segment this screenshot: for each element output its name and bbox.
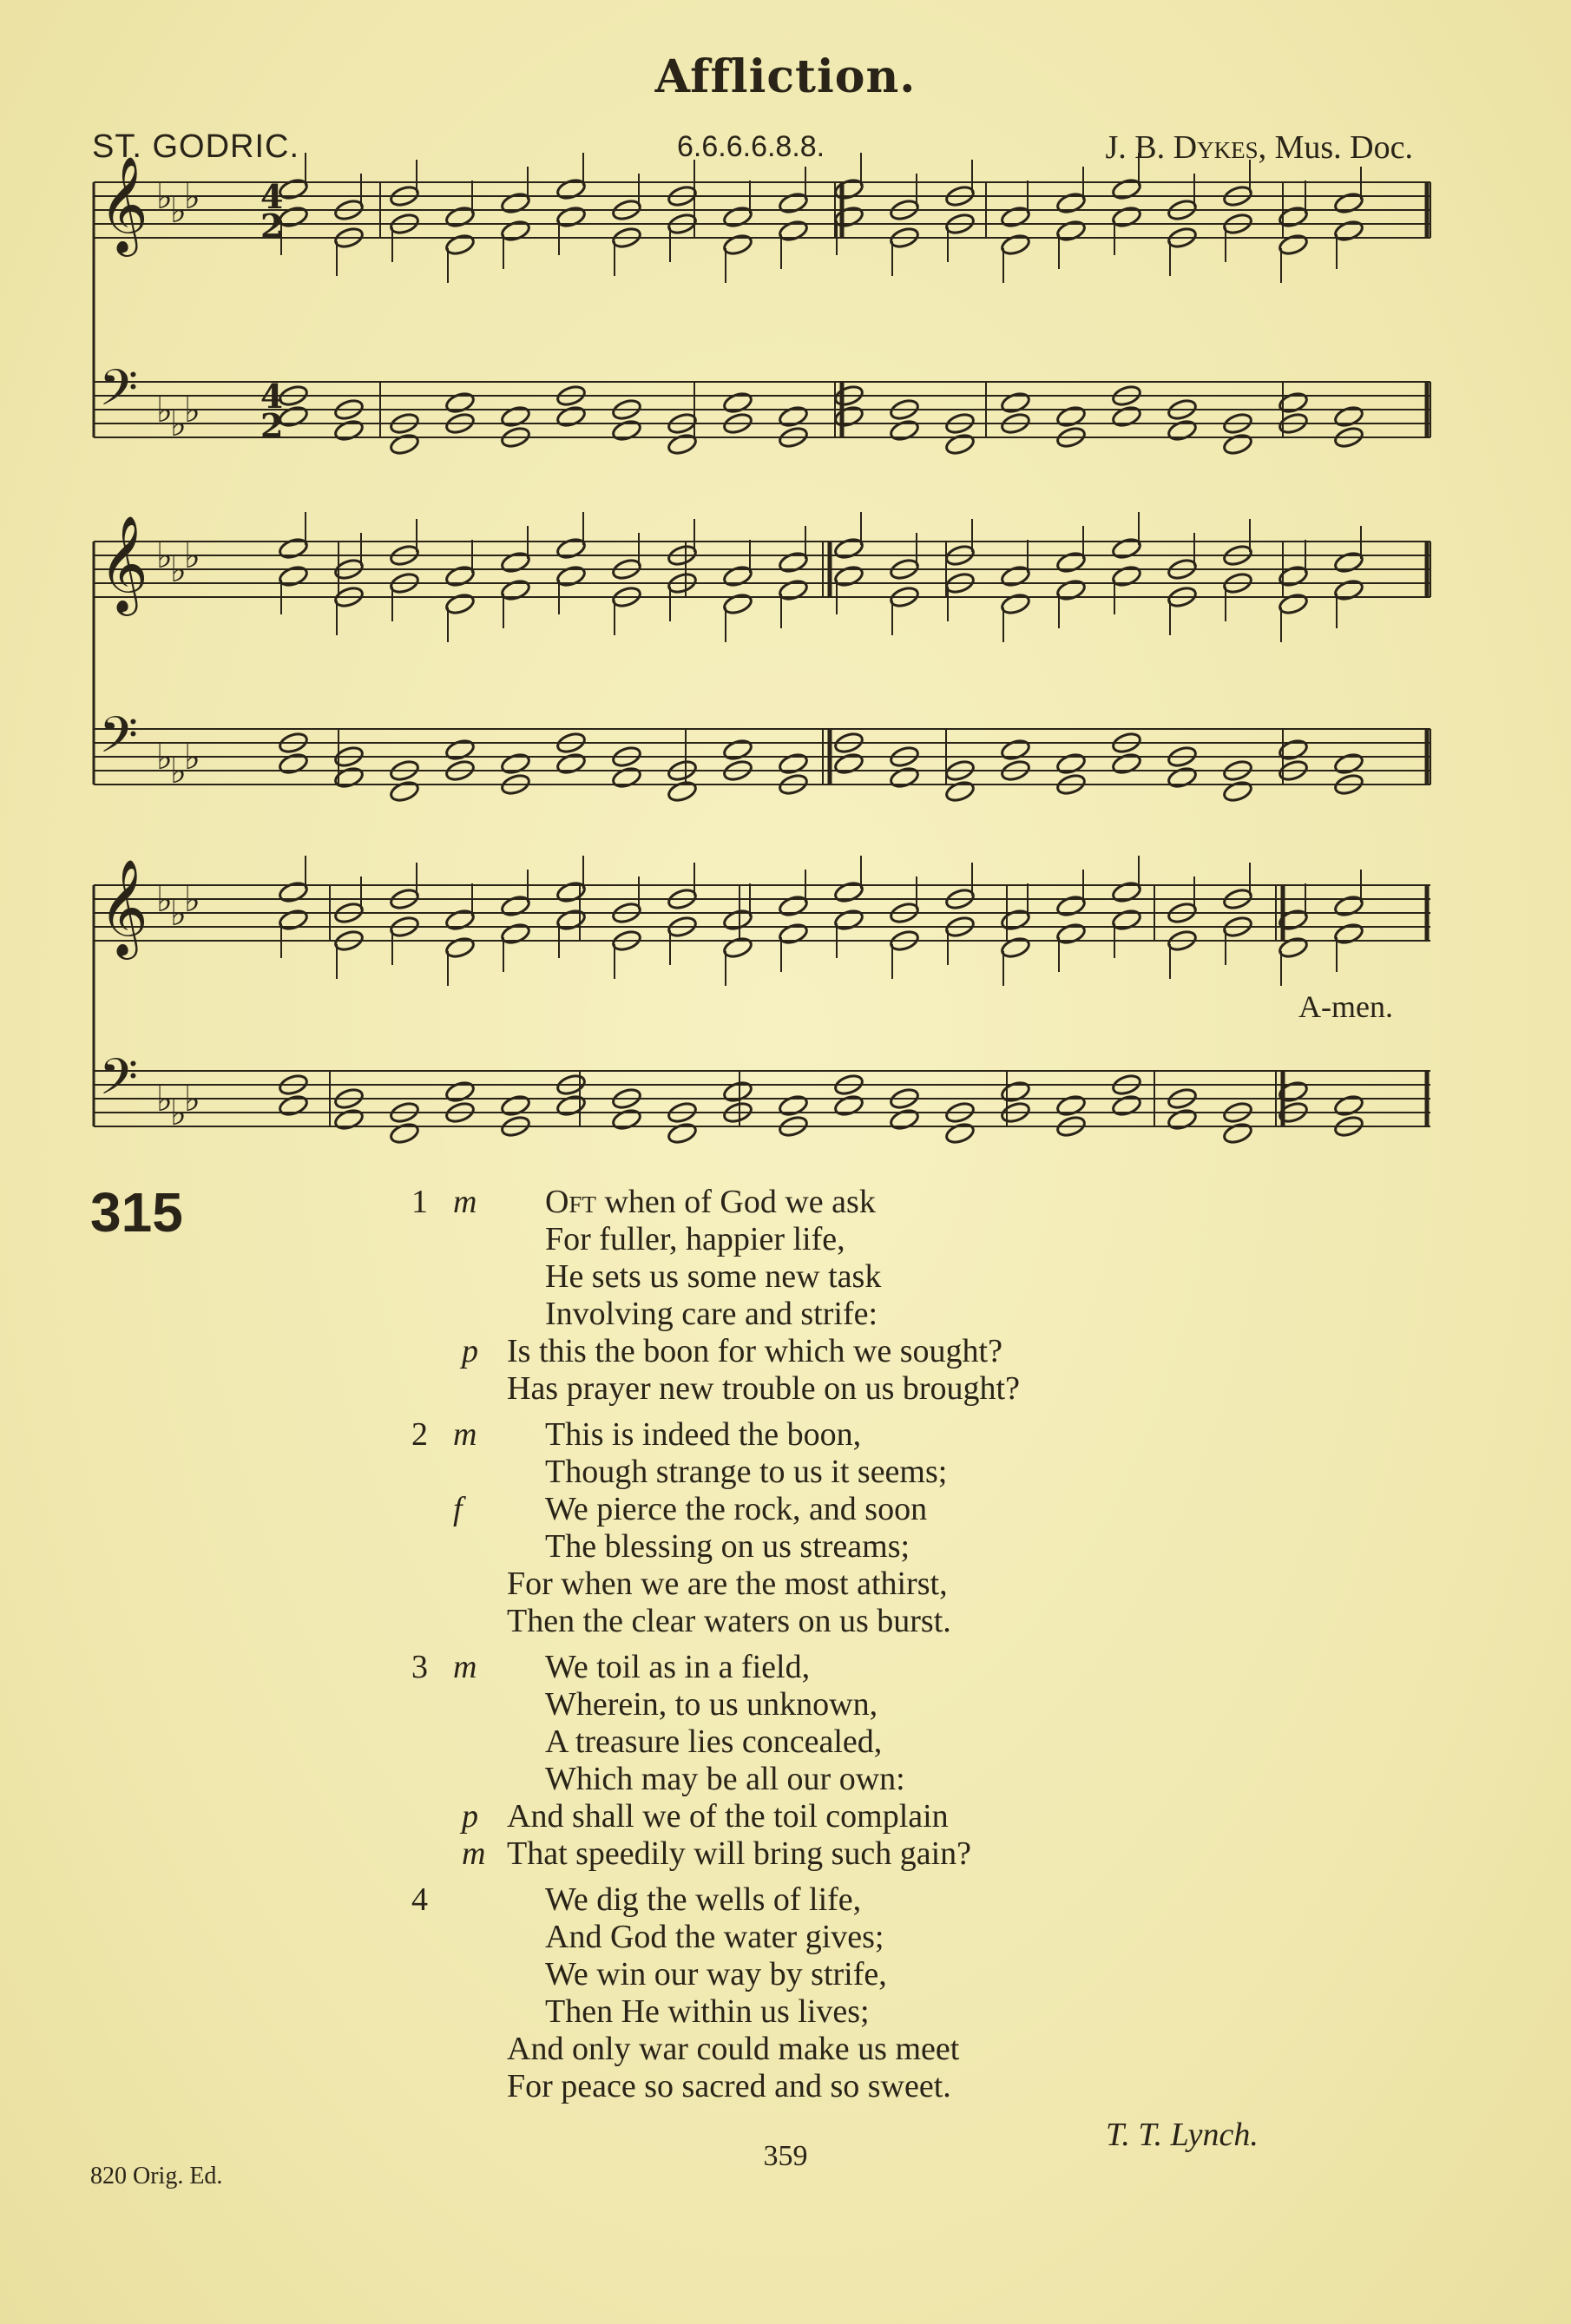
line-text: Has prayer new trouble on us brought? <box>507 1370 1020 1407</box>
note-head <box>555 536 587 561</box>
first-word: Oft <box>545 1184 596 1220</box>
note-head <box>1333 404 1364 429</box>
verse-line <box>0 1603 1571 1640</box>
stanza <box>0 1881 1571 2105</box>
treble-clef-icon: 𝄞 <box>99 155 148 253</box>
verse-line <box>0 1416 1571 1454</box>
stanza-gap <box>0 1640 1571 1649</box>
verse-text <box>507 1566 948 1603</box>
verse-text <box>507 1835 971 1873</box>
verse-text <box>545 1723 882 1761</box>
note-head <box>555 205 587 229</box>
note-head <box>389 1121 420 1146</box>
note-head <box>611 418 642 443</box>
note-head <box>778 219 809 243</box>
verse-line <box>0 1491 1571 1528</box>
verse-line <box>0 1956 1571 1993</box>
note-head <box>555 752 587 776</box>
flat-icon: ♭ <box>170 550 187 590</box>
dynamic-marking: m <box>462 1835 486 1872</box>
note-head <box>611 1107 642 1132</box>
note-head <box>944 432 976 456</box>
note-head <box>833 1093 864 1118</box>
time-signature: 2 <box>260 406 284 445</box>
flat-icon: ♭ <box>184 738 200 778</box>
stanza <box>0 1184 1571 1408</box>
note-head <box>778 191 809 215</box>
verse-text <box>507 2068 951 2105</box>
dynamic-marking: p <box>462 1798 478 1835</box>
note-head <box>722 936 753 960</box>
line-text: Though strange to us it seems; <box>545 1454 948 1490</box>
note-head <box>889 418 920 443</box>
treble-clef-icon: 𝄞 <box>99 515 148 612</box>
line-text: For fuller, happier life, <box>545 1221 845 1257</box>
time-signature: 4 <box>260 377 284 416</box>
edition-note: 820 Orig. Ed. <box>90 2163 223 2189</box>
note-head <box>444 1080 476 1104</box>
verse-line <box>0 1835 1571 1873</box>
note-head <box>555 1093 587 1118</box>
note-head <box>333 418 365 443</box>
note-head <box>722 592 753 616</box>
note-head <box>278 752 309 776</box>
note-head <box>1055 191 1087 215</box>
note-head <box>1111 752 1142 776</box>
note-head <box>833 536 864 561</box>
time-signature: 2 <box>260 207 284 246</box>
composer-surname: Dykes <box>1173 129 1259 166</box>
line-text: Then the clear waters on us burst. <box>507 1603 951 1639</box>
verse-text <box>545 1454 947 1491</box>
dynamic-marking: p <box>462 1333 478 1369</box>
line-text: This is indeed the boon, <box>545 1416 862 1453</box>
note-head <box>444 391 476 415</box>
flat-icon: ♭ <box>156 536 173 576</box>
note-head <box>667 432 698 456</box>
note-head <box>889 1107 920 1132</box>
note-head <box>389 779 420 804</box>
note-head <box>1055 404 1087 429</box>
note-head <box>555 564 587 588</box>
note-head <box>778 752 809 776</box>
verse-line <box>0 1723 1571 1761</box>
verse-text <box>545 1258 881 1296</box>
note-head <box>1000 233 1031 257</box>
line-text: That speedily will bring such gain? <box>507 1835 972 1872</box>
dynamic-marking: f <box>453 1491 463 1527</box>
note-head <box>500 894 531 918</box>
note-head <box>722 564 753 588</box>
author: T. T. Lynch. <box>1106 2117 1259 2153</box>
note-head <box>444 205 476 229</box>
flat-icon: ♭ <box>170 404 187 444</box>
note-head <box>333 1107 365 1132</box>
dynamic-marking: m <box>453 1184 477 1220</box>
verse-text <box>507 1370 1020 1408</box>
note-head <box>833 404 864 429</box>
verse-text <box>507 2031 959 2068</box>
line-text: We win our way by strife, <box>545 1956 887 1992</box>
verse-text <box>545 1528 910 1566</box>
treble-clef-icon: 𝄞 <box>99 858 148 955</box>
note-head <box>500 219 531 243</box>
note-head <box>444 936 476 960</box>
line-text: when of God we ask <box>595 1184 876 1220</box>
note-head <box>778 578 809 602</box>
note-head <box>1111 404 1142 429</box>
flat-icon: ♭ <box>170 191 187 231</box>
note-head <box>1333 1093 1364 1118</box>
verse-text <box>545 1221 845 1258</box>
time-signature: 4 <box>260 177 284 216</box>
note-head <box>1333 894 1364 918</box>
note-head <box>833 880 864 904</box>
note-head <box>1111 205 1142 229</box>
note-head <box>500 752 531 776</box>
note-head <box>1333 752 1364 776</box>
note-head <box>1167 765 1198 790</box>
amen-text: A-men. <box>1298 989 1393 1024</box>
meter: 6.6.6.6.8.8. <box>677 130 825 163</box>
note-head <box>1055 752 1087 776</box>
note-head <box>555 880 587 904</box>
note-head <box>1000 592 1031 616</box>
line-text: And shall we of the toil complain <box>507 1798 949 1835</box>
note-head <box>1055 578 1087 602</box>
note-head <box>278 536 309 561</box>
note-head <box>1000 908 1031 932</box>
line-text: Wherein, to us unknown, <box>545 1686 878 1723</box>
note-head <box>500 550 531 574</box>
note-head <box>1055 550 1087 574</box>
note-head <box>444 592 476 616</box>
verses <box>0 1184 1571 2105</box>
note-head <box>1000 205 1031 229</box>
verse-line <box>0 1221 1571 1258</box>
bass-clef-icon: 𝄢 <box>99 358 139 430</box>
note-head <box>833 564 864 588</box>
note-head <box>1055 894 1087 918</box>
note-head <box>1333 191 1364 215</box>
note-head <box>1000 391 1031 415</box>
bass-clef-icon: 𝄢 <box>99 1047 139 1119</box>
note-head <box>500 404 531 429</box>
note-head <box>833 752 864 776</box>
verse-line <box>0 1296 1571 1333</box>
note-head <box>722 1080 753 1104</box>
note-head <box>1055 219 1087 243</box>
line-text: Is this the boon for which we sought? <box>507 1333 1002 1369</box>
line-text: He sets us some new task <box>545 1258 882 1295</box>
note-head <box>1333 578 1364 602</box>
flat-icon: ♭ <box>170 752 187 791</box>
note-head <box>667 1121 698 1146</box>
note-head <box>778 922 809 946</box>
note-head <box>722 233 753 257</box>
stanza-gap <box>0 1408 1571 1416</box>
note-head <box>555 908 587 932</box>
dynamic-marking: m <box>453 1649 477 1685</box>
note-head <box>278 908 309 932</box>
line-text: For when we are the most athirst, <box>507 1566 948 1602</box>
flat-icon: ♭ <box>184 391 200 430</box>
note-head <box>1222 779 1253 804</box>
note-head <box>444 908 476 932</box>
line-text: A treasure lies concealed, <box>545 1723 883 1760</box>
line-text: And only war could make us meet <box>507 2031 960 2067</box>
verse-line <box>0 1919 1571 1956</box>
note-head <box>1222 432 1253 456</box>
verse-line <box>0 1258 1571 1296</box>
stanza-number: 1 <box>411 1184 428 1220</box>
note-head <box>389 432 420 456</box>
verse-line <box>0 2031 1571 2068</box>
note-head <box>778 404 809 429</box>
stanza-gap <box>0 1873 1571 1881</box>
verse-line <box>0 1454 1571 1491</box>
note-head <box>1055 922 1087 946</box>
verse-line <box>0 1566 1571 1603</box>
verse-text <box>545 1919 884 1956</box>
note-head <box>1111 1093 1142 1118</box>
stanza <box>0 1416 1571 1640</box>
note-head <box>667 779 698 804</box>
note-head <box>555 177 587 201</box>
note-head <box>555 404 587 429</box>
note-head <box>1111 177 1142 201</box>
note-head <box>778 550 809 574</box>
note-head <box>444 738 476 762</box>
flat-icon: ♭ <box>170 1093 187 1133</box>
note-head <box>778 1093 809 1118</box>
note-head <box>1333 219 1364 243</box>
note-head <box>833 177 864 201</box>
verse-text <box>545 1956 887 1993</box>
flat-icon: ♭ <box>156 1080 173 1119</box>
note-head <box>1111 536 1142 561</box>
line-text: We pierce the rock, and soon <box>545 1491 928 1527</box>
note-head <box>722 391 753 415</box>
note-head <box>1333 550 1364 574</box>
verse-line <box>0 1528 1571 1566</box>
hymn-title: Affliction. <box>654 50 917 103</box>
line-text: And God the water gives; <box>545 1919 884 1955</box>
flat-icon: ♭ <box>170 894 187 934</box>
flat-icon: ♭ <box>184 177 200 217</box>
note-head <box>1000 738 1031 762</box>
note-head <box>722 908 753 932</box>
note-head <box>889 765 920 790</box>
flat-icon: ♭ <box>156 880 173 920</box>
stanza-number: 3 <box>411 1649 428 1685</box>
note-head <box>833 205 864 229</box>
note-head <box>500 1093 531 1118</box>
note-head <box>1000 936 1031 960</box>
flat-icon: ♭ <box>184 1080 200 1119</box>
composer-degree: , Mus. Doc. <box>1258 129 1413 166</box>
note-head <box>1167 1107 1198 1132</box>
verse-text <box>507 1798 949 1835</box>
line-text: For peace so sacred and so sweet. <box>507 2068 951 2104</box>
verse-text <box>545 1993 870 2031</box>
note-head <box>1167 418 1198 443</box>
verse-text <box>545 1649 810 1686</box>
verse-line <box>0 1798 1571 1835</box>
verse-line <box>0 1333 1571 1370</box>
note-head <box>1333 922 1364 946</box>
note-head <box>444 564 476 588</box>
note-head <box>278 1093 309 1118</box>
line-text: Which may be all our own: <box>545 1761 905 1797</box>
note-head <box>944 779 976 804</box>
stanza <box>0 1649 1571 1873</box>
flat-icon: ♭ <box>184 536 200 576</box>
verse-line <box>0 1881 1571 1919</box>
verse-line <box>0 1686 1571 1723</box>
page-number: 359 <box>763 2140 808 2172</box>
note-head <box>444 233 476 257</box>
bass-clef-icon: 𝄢 <box>99 706 139 777</box>
line-text: Then He within us lives; <box>545 1993 870 2030</box>
hymn-number: 315 <box>90 1181 183 1244</box>
verse-line <box>0 1993 1571 2031</box>
stanza-number: 4 <box>411 1881 428 1918</box>
note-head <box>278 880 309 904</box>
flat-icon: ♭ <box>156 391 173 430</box>
note-head <box>500 578 531 602</box>
verse-line <box>0 1761 1571 1798</box>
note-head <box>1222 1121 1253 1146</box>
dynamic-marking: m <box>453 1416 477 1453</box>
verse-text <box>545 1416 861 1454</box>
verse-line <box>0 1649 1571 1686</box>
note-head <box>1111 880 1142 904</box>
verse-line <box>0 2068 1571 2105</box>
line-text: The blessing on us streams; <box>545 1528 910 1565</box>
tune-name: ST. GODRIC. <box>92 128 300 165</box>
note-head <box>944 1121 976 1146</box>
verse-text <box>545 1491 927 1528</box>
line-text: Involving care and strife: <box>545 1296 878 1332</box>
note-head <box>722 738 753 762</box>
line-text: We toil as in a field, <box>545 1649 811 1685</box>
verse-text <box>545 1761 905 1798</box>
note-head <box>1111 908 1142 932</box>
note-head <box>278 564 309 588</box>
note-head <box>611 765 642 790</box>
flat-icon: ♭ <box>156 738 173 778</box>
verse-text <box>545 1184 876 1221</box>
verse-text <box>545 1686 878 1723</box>
note-head <box>1000 564 1031 588</box>
note-head <box>833 908 864 932</box>
note-head <box>500 191 531 215</box>
note-head <box>722 205 753 229</box>
note-head <box>1055 1093 1087 1118</box>
verse-text <box>507 1603 951 1640</box>
note-head <box>1111 564 1142 588</box>
verse-text <box>507 1333 1002 1370</box>
verse-text <box>545 1881 861 1919</box>
line-text: We dig the wells of life, <box>545 1881 862 1918</box>
flat-icon: ♭ <box>184 880 200 920</box>
composer-initials: J. B. <box>1105 129 1173 166</box>
note-head <box>1000 1080 1031 1104</box>
flat-icon: ♭ <box>156 177 173 217</box>
stanza-number: 2 <box>411 1416 428 1453</box>
note-head <box>500 922 531 946</box>
verse-line <box>0 1370 1571 1408</box>
verse-line <box>0 1184 1571 1221</box>
verse-text <box>545 1296 878 1333</box>
note-head <box>778 894 809 918</box>
